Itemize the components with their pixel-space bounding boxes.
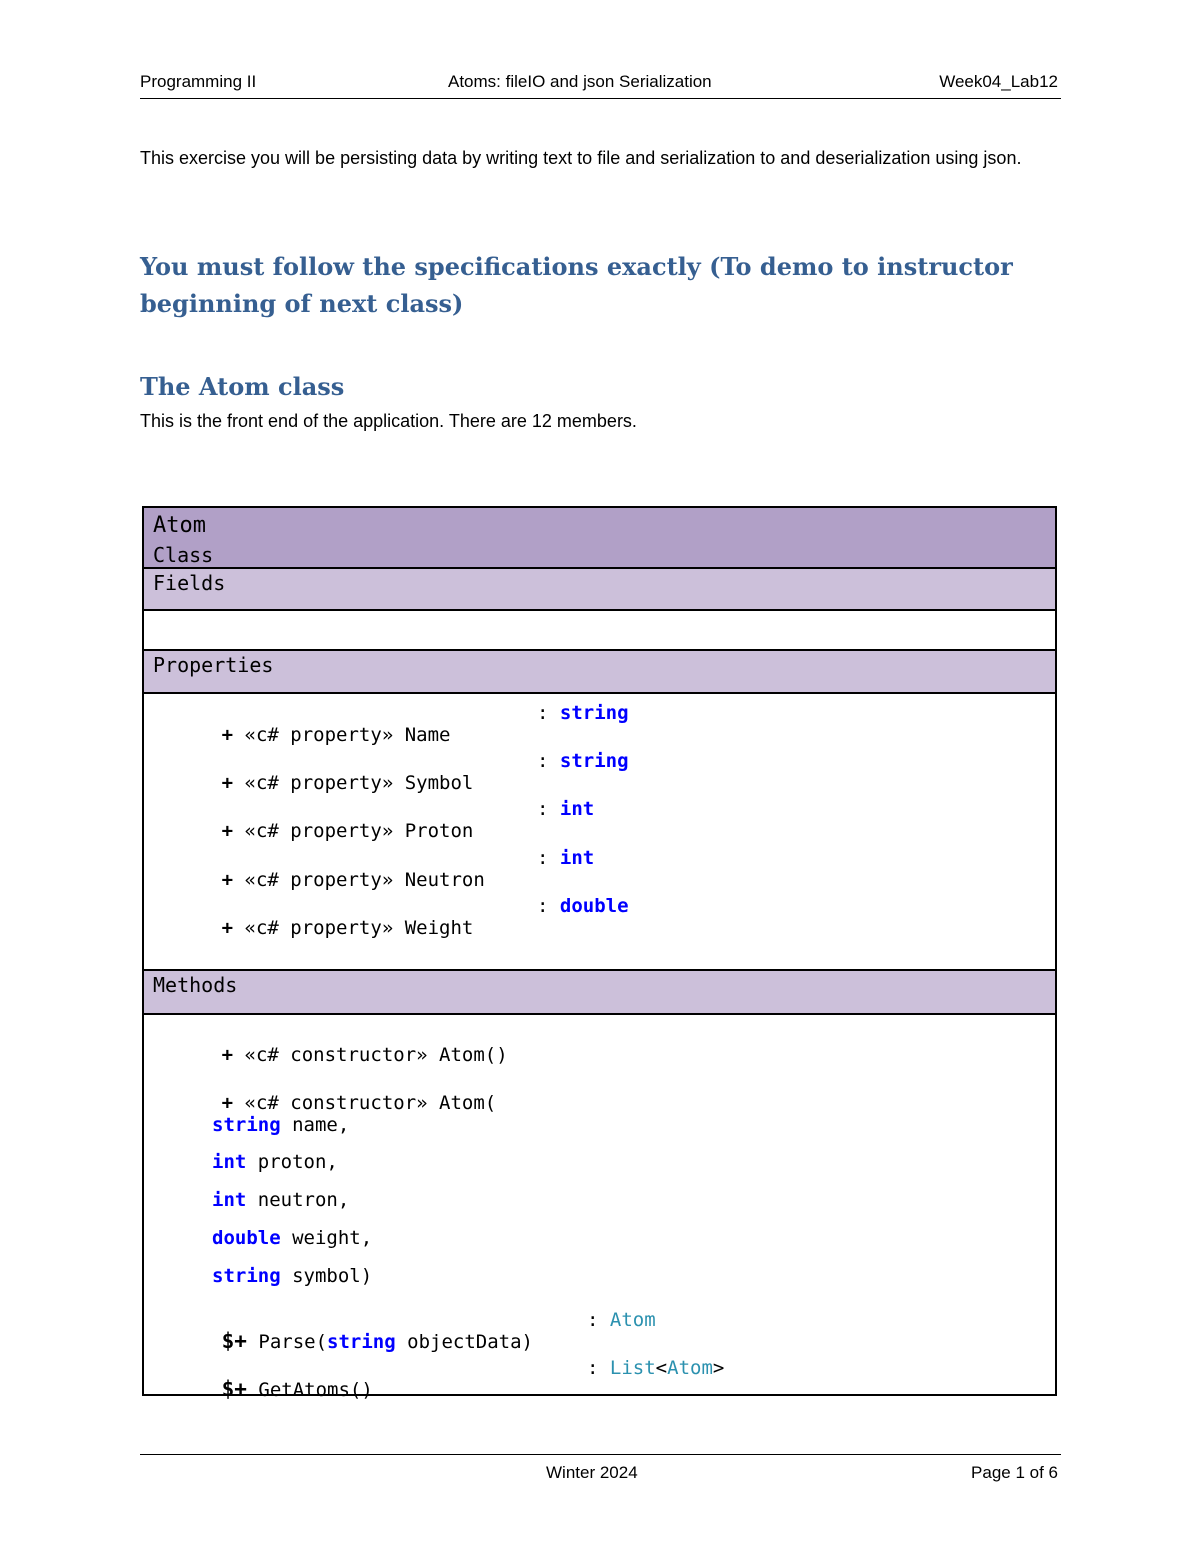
- property-row: + «c# property» Neutron: [221, 869, 485, 891]
- constructor-param: string name,: [212, 1114, 350, 1136]
- property-row: + «c# property» Proton: [221, 820, 474, 842]
- property-type: : int: [537, 798, 595, 820]
- uml-title-row: [144, 508, 1055, 569]
- property-row: + «c# property» Name: [221, 724, 451, 746]
- constructor-row: + «c# constructor» Atom(): [221, 1044, 508, 1066]
- page-header: [140, 72, 1061, 99]
- property-type: : string: [537, 702, 629, 724]
- property-type: : double: [537, 895, 629, 917]
- requirements-heading: You must follow the specifications exactly (To demo to instructor beginning of next class): [140, 252, 1013, 318]
- property-row: + «c# property» Symbol: [221, 772, 474, 794]
- uml-fields-header: Fields: [144, 569, 1055, 611]
- footer-page-number: Page 1 of 6: [971, 1463, 1058, 1482]
- section-text: This is the front end of the application. There are 12 members.: [140, 411, 637, 431]
- footer-term: Winter 2024: [546, 1463, 638, 1482]
- uml-class-name: Atom: [153, 513, 206, 538]
- static-method-row: $+ GetAtoms(): [221, 1377, 373, 1401]
- header-course: Programming II: [140, 72, 257, 91]
- uml-methods-body: [144, 1015, 1055, 1401]
- intro-paragraph: This exercise you will be persisting data by writing text to file and serialization to and deserialization using json.: [140, 148, 1022, 168]
- constructor-param: string symbol): [212, 1265, 373, 1287]
- constructor-param: double weight,: [212, 1227, 373, 1249]
- constructor-row: + «c# constructor» Atom(: [221, 1092, 497, 1114]
- property-type: : int: [537, 847, 595, 869]
- property-type: : string: [537, 750, 629, 772]
- uml-class-diagram: [142, 506, 1057, 1401]
- page-footer: [140, 1454, 1061, 1495]
- uml-properties-header: Properties: [144, 651, 1055, 694]
- header-week: Week04_Lab12: [939, 72, 1058, 91]
- constructor-param: int neutron,: [212, 1189, 350, 1211]
- uml-methods-header: Methods: [144, 971, 1055, 1015]
- constructor-param: int proton,: [212, 1151, 338, 1173]
- static-method-return: : Atom: [587, 1309, 656, 1331]
- header-title: Atoms: fileIO and json Serialization: [448, 72, 712, 91]
- uml-class-kind: Class: [153, 543, 214, 567]
- static-method-return: : List<Atom>: [587, 1357, 725, 1379]
- uml-properties-body: [144, 694, 1055, 971]
- section-heading: The Atom class: [140, 372, 345, 401]
- static-method-row: $+ Parse(string objectData): [221, 1329, 533, 1353]
- uml-fields-body: [144, 611, 1055, 651]
- property-row: + «c# property» Weight: [221, 917, 474, 939]
